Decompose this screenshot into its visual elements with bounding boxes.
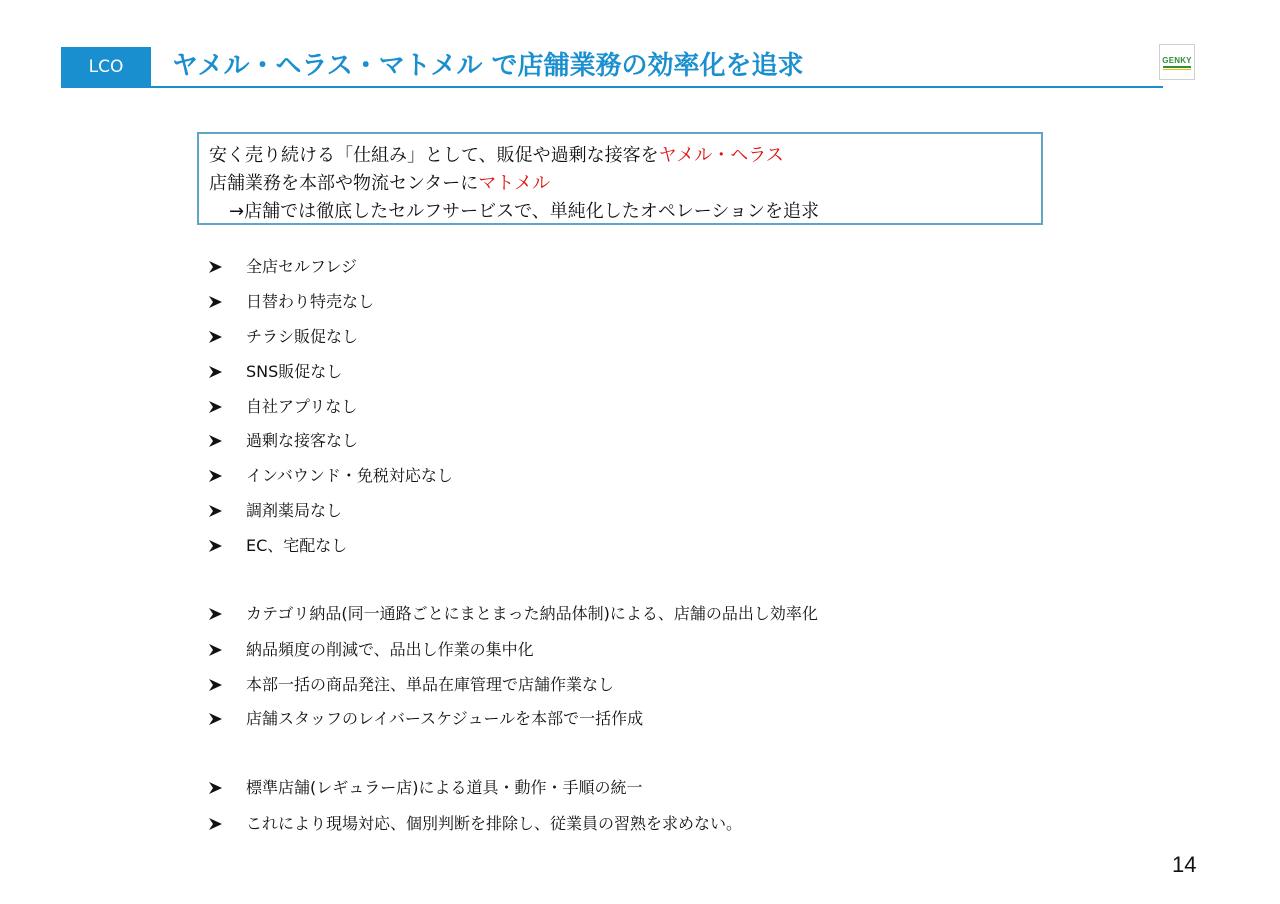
bullet-text: 本部一括の商品発注、単品在庫管理で店舗作業なし [246, 675, 615, 694]
bullet-text: 調剤薬局なし [246, 501, 343, 520]
logo-stripe [1163, 66, 1191, 68]
bullet-text: 標準店舗(レギュラー店)による道具・動作・手順の統一 [246, 778, 643, 797]
summary-line-1-text: 安く売り続ける「仕組み」として、販促や過剰な接客を [209, 145, 659, 166]
bullet-text: 全店セルフレジ [246, 257, 357, 276]
summary-highlight-yameru-herasu: ヤメル・ヘラス [658, 145, 784, 166]
logo-stripe-accent [1163, 69, 1191, 70]
summary-line-2 [209, 170, 1041, 198]
section-tag: LCO [61, 47, 151, 86]
bullet-text: カテゴリ納品(同一通路ごとにまとまった納品体制)による、店舗の品出し効率化 [246, 604, 818, 623]
bullet-text: 店舗スタッフのレイバースケジュールを本部で一括作成 [246, 709, 644, 728]
genky-logo [1159, 44, 1195, 80]
bullet-text: 日替わり特売なし [246, 292, 375, 311]
bullet-text: EC、宅配なし [246, 536, 348, 555]
bullet-text: 過剰な接客なし [246, 431, 359, 450]
summary-line-3: →店舗では徹底したセルフサービスで、単純化したオペレーションを追求 [229, 201, 819, 222]
page-number: 14 [1172, 852, 1197, 877]
logo-wordmark: GENKY [1162, 56, 1192, 65]
title-underline [61, 86, 1163, 88]
summary-line-2-text: 店舗業務を本部や物流センターに [209, 173, 479, 194]
summary-highlight-matomeru: マトメル [478, 173, 551, 194]
bullet-text: これにより現場対応、個別判断を排除し、従業員の習熟を求めない。 [246, 814, 743, 833]
bullet-text: SNS販促なし [246, 362, 343, 381]
bullet-text: 納品頻度の削減で、品出し作業の集中化 [246, 640, 534, 659]
bullet-text: 自社アプリなし [246, 397, 358, 416]
summary-line-1 [209, 142, 1041, 170]
bullet-text: インバウンド・免税対応なし [246, 466, 453, 485]
summary-box [197, 132, 1043, 225]
bullet-text: チラシ販促なし [246, 327, 359, 346]
page-title: ヤメル・ヘラス・マトメル で店舗業務の効率化を追求 [172, 51, 804, 81]
